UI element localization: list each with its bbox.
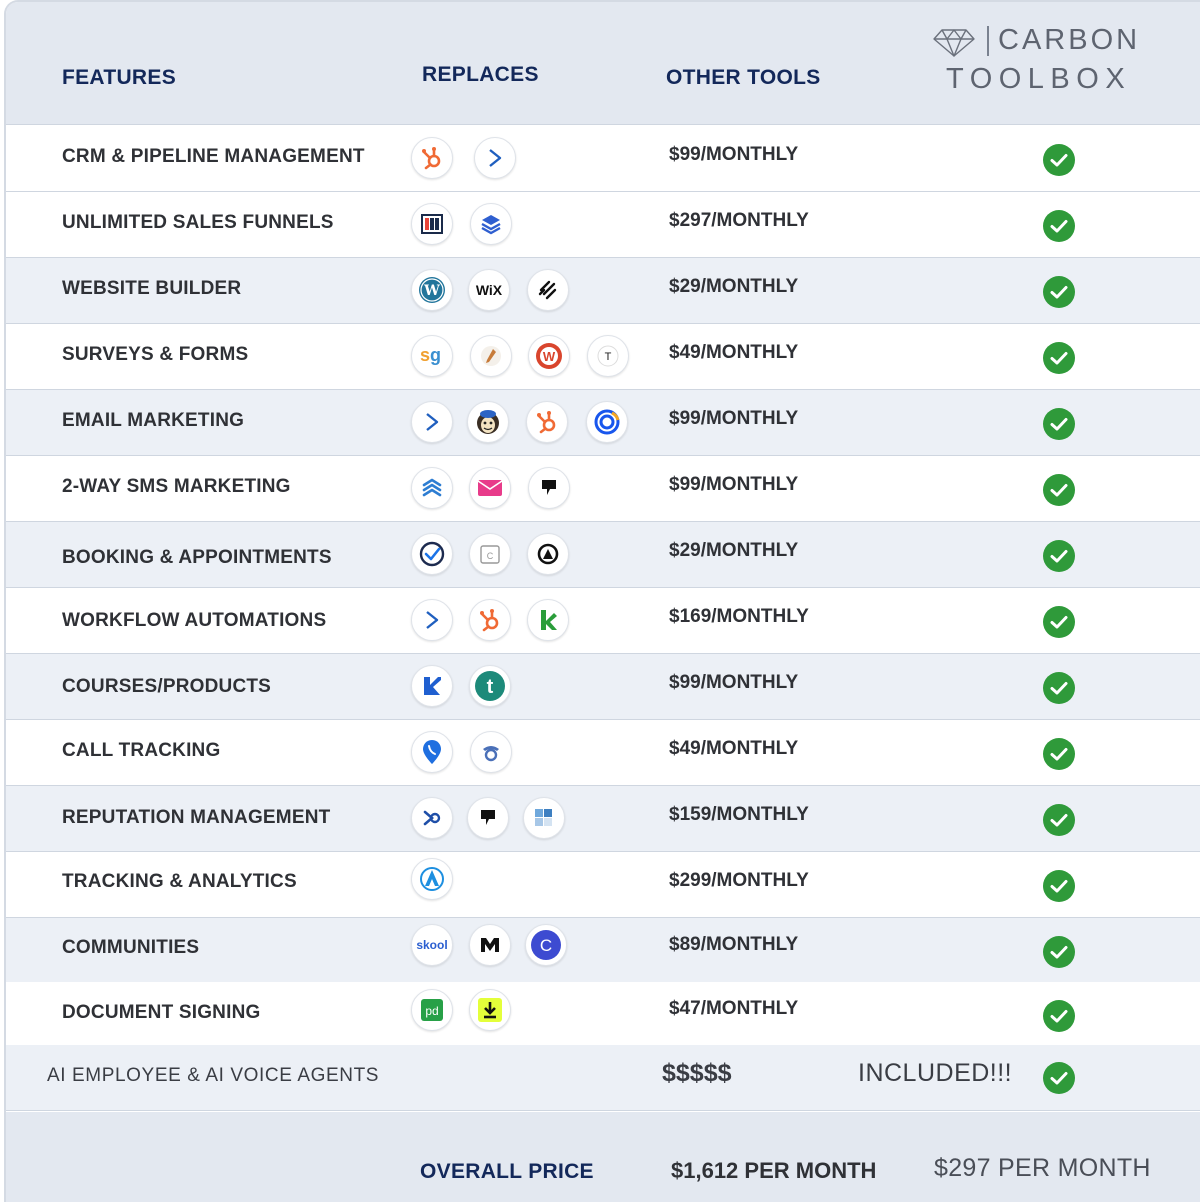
check-icon [1043, 540, 1075, 572]
other-tools-price: $47/MONTHLY [669, 998, 799, 1019]
other-tools-price: $99/MONTHLY [669, 474, 799, 495]
birdeye-icon [411, 797, 453, 839]
table-row [6, 456, 1200, 522]
check-icon [1043, 1000, 1075, 1032]
activecampaign-icon [474, 137, 516, 179]
check-icon [1043, 870, 1075, 902]
diamond-icon [932, 28, 976, 58]
table-row [6, 126, 1200, 192]
feature-label: TRACKING & ANALYTICS [62, 871, 297, 892]
kajabi-icon [411, 665, 453, 707]
pen-icon [470, 335, 512, 377]
skool-text: skool [416, 938, 448, 952]
check-icon [1043, 804, 1075, 836]
hubspot-icon [411, 137, 453, 179]
check-icon [1043, 606, 1075, 638]
wix-text: WiX [475, 282, 503, 298]
envelope-icon [469, 467, 511, 509]
check-icon [1043, 672, 1075, 704]
other-tools-price: $89/MONTHLY [669, 934, 799, 955]
table-header [6, 2, 1200, 125]
other-tools-price: $169/MONTHLY [669, 606, 809, 627]
check-icon [1043, 408, 1075, 440]
svg-text:W: W [424, 283, 440, 299]
svg-text:pd: pd [425, 1004, 439, 1018]
feature-label: COMMUNITIES [62, 937, 200, 958]
table-row [6, 522, 1200, 588]
ai-employee-row [6, 1045, 1200, 1111]
other-tools-price: $49/MONTHLY [669, 342, 799, 363]
other-tools-price: $159/MONTHLY [669, 804, 809, 825]
keap-icon [527, 599, 569, 641]
table-row [6, 982, 1200, 1048]
feature-label: DOCUMENT SIGNING [62, 1002, 261, 1023]
teachable-icon [469, 665, 511, 707]
clickfunnels-icon [411, 203, 453, 245]
circle-text: C [539, 936, 553, 955]
hubspot-icon [469, 599, 511, 641]
table-row [6, 720, 1200, 786]
table-row [6, 786, 1200, 852]
calendar-icon [469, 533, 511, 575]
carbon-toolbox-logo [932, 24, 1152, 104]
brand-line1: CARBON [998, 24, 1141, 56]
acuity-icon [527, 533, 569, 575]
ai-feature-label: AI EMPLOYEE & AI VOICE AGENTS [47, 1065, 380, 1086]
circle-icon [525, 924, 567, 966]
other-tools-price: $29/MONTHLY [669, 540, 799, 561]
other-tools-price: $29/MONTHLY [669, 276, 799, 297]
feature-label: 2-WAY SMS MARKETING [62, 476, 291, 497]
feature-label: WEBSITE BUILDER [62, 278, 242, 299]
pandadoc-icon [411, 989, 453, 1031]
mailchimp-icon [467, 401, 509, 443]
analytics-icon [411, 858, 453, 900]
phone-dial-icon [470, 731, 512, 773]
calendar-text: C [486, 551, 494, 561]
feature-label: CALL TRACKING [62, 740, 221, 761]
other-tools-price: $299/MONTHLY [669, 870, 809, 891]
table-row [6, 918, 1200, 984]
typeform-icon [587, 335, 629, 377]
callrail-icon [411, 731, 453, 773]
download-icon [469, 989, 511, 1031]
svg-text:W: W [542, 349, 556, 364]
surveygizmo-icon [411, 335, 453, 377]
squarespace-icon [527, 269, 569, 311]
carbon-toolbox-total: $297 PER MONTH [934, 1154, 1151, 1182]
table-row [6, 654, 1200, 720]
header-replaces: REPLACES [422, 63, 539, 86]
feature-label: CRM & PIPELINE MANAGEMENT [62, 146, 365, 167]
table-row [6, 852, 1200, 918]
typeform-text: T [604, 351, 612, 363]
other-tools-price: $99/MONTHLY [669, 672, 799, 693]
feature-label: UNLIMITED SALES FUNNELS [62, 212, 334, 233]
check-icon [1043, 144, 1075, 176]
table-row [6, 588, 1200, 654]
check-icon [1043, 474, 1075, 506]
podium-icon [467, 797, 509, 839]
ai-price: $$$$$ [662, 1059, 732, 1087]
overall-price-label: OVERALL PRICE [420, 1160, 594, 1183]
feature-label: WORKFLOW AUTOMATIONS [62, 610, 327, 631]
layers-icon [470, 203, 512, 245]
check-icon [1043, 276, 1075, 308]
wordpress-icon [411, 269, 453, 311]
wufoo-icon [528, 335, 570, 377]
table-row [6, 192, 1200, 258]
activecampaign-icon [411, 599, 453, 641]
table-row [6, 324, 1200, 390]
feature-label: COURSES/PRODUCTS [62, 676, 272, 697]
table-row [6, 390, 1200, 456]
constant-contact-icon [586, 401, 628, 443]
hubspot-icon [526, 401, 568, 443]
puzzle-icon [523, 797, 565, 839]
other-tools-price: $99/MONTHLY [669, 408, 799, 429]
other-tools-price: $99/MONTHLY [669, 144, 799, 165]
skool-icon [411, 924, 453, 966]
logo-divider [987, 26, 989, 56]
feature-label: BOOKING & APPOINTMENTS [62, 547, 332, 568]
activecampaign-icon [411, 401, 453, 443]
check-icon [1043, 936, 1075, 968]
pricing-comparison-table [4, 0, 1200, 1202]
brand-line2: TOOLBOX [946, 63, 1132, 95]
feature-label: EMAIL MARKETING [62, 410, 245, 431]
feature-label: SURVEYS & FORMS [62, 344, 249, 365]
svg-text:s: s [420, 345, 431, 365]
check-circle-icon [411, 533, 453, 575]
svg-text:g: g [430, 345, 441, 365]
other-tools-price: $49/MONTHLY [669, 738, 799, 759]
header-other-tools: OTHER TOOLS [666, 66, 821, 89]
podium-icon [528, 467, 570, 509]
other-tools-price: $297/MONTHLY [669, 210, 809, 231]
feature-label: REPUTATION MANAGEMENT [62, 807, 331, 828]
ai-included-label: INCLUDED!!! [858, 1059, 1013, 1087]
wix-icon [468, 269, 510, 311]
mighty-icon [469, 924, 511, 966]
check-icon [1043, 1062, 1075, 1094]
other-tools-total: $1,612 PER MONTH [671, 1158, 877, 1183]
overall-price-footer [6, 1112, 1200, 1202]
header-features: FEATURES [62, 66, 177, 89]
check-icon [1043, 210, 1075, 242]
check-icon [1043, 342, 1075, 374]
stack-arrows-icon [411, 467, 453, 509]
check-icon [1043, 738, 1075, 770]
teachable-text: t [486, 676, 494, 698]
table-row [6, 258, 1200, 324]
